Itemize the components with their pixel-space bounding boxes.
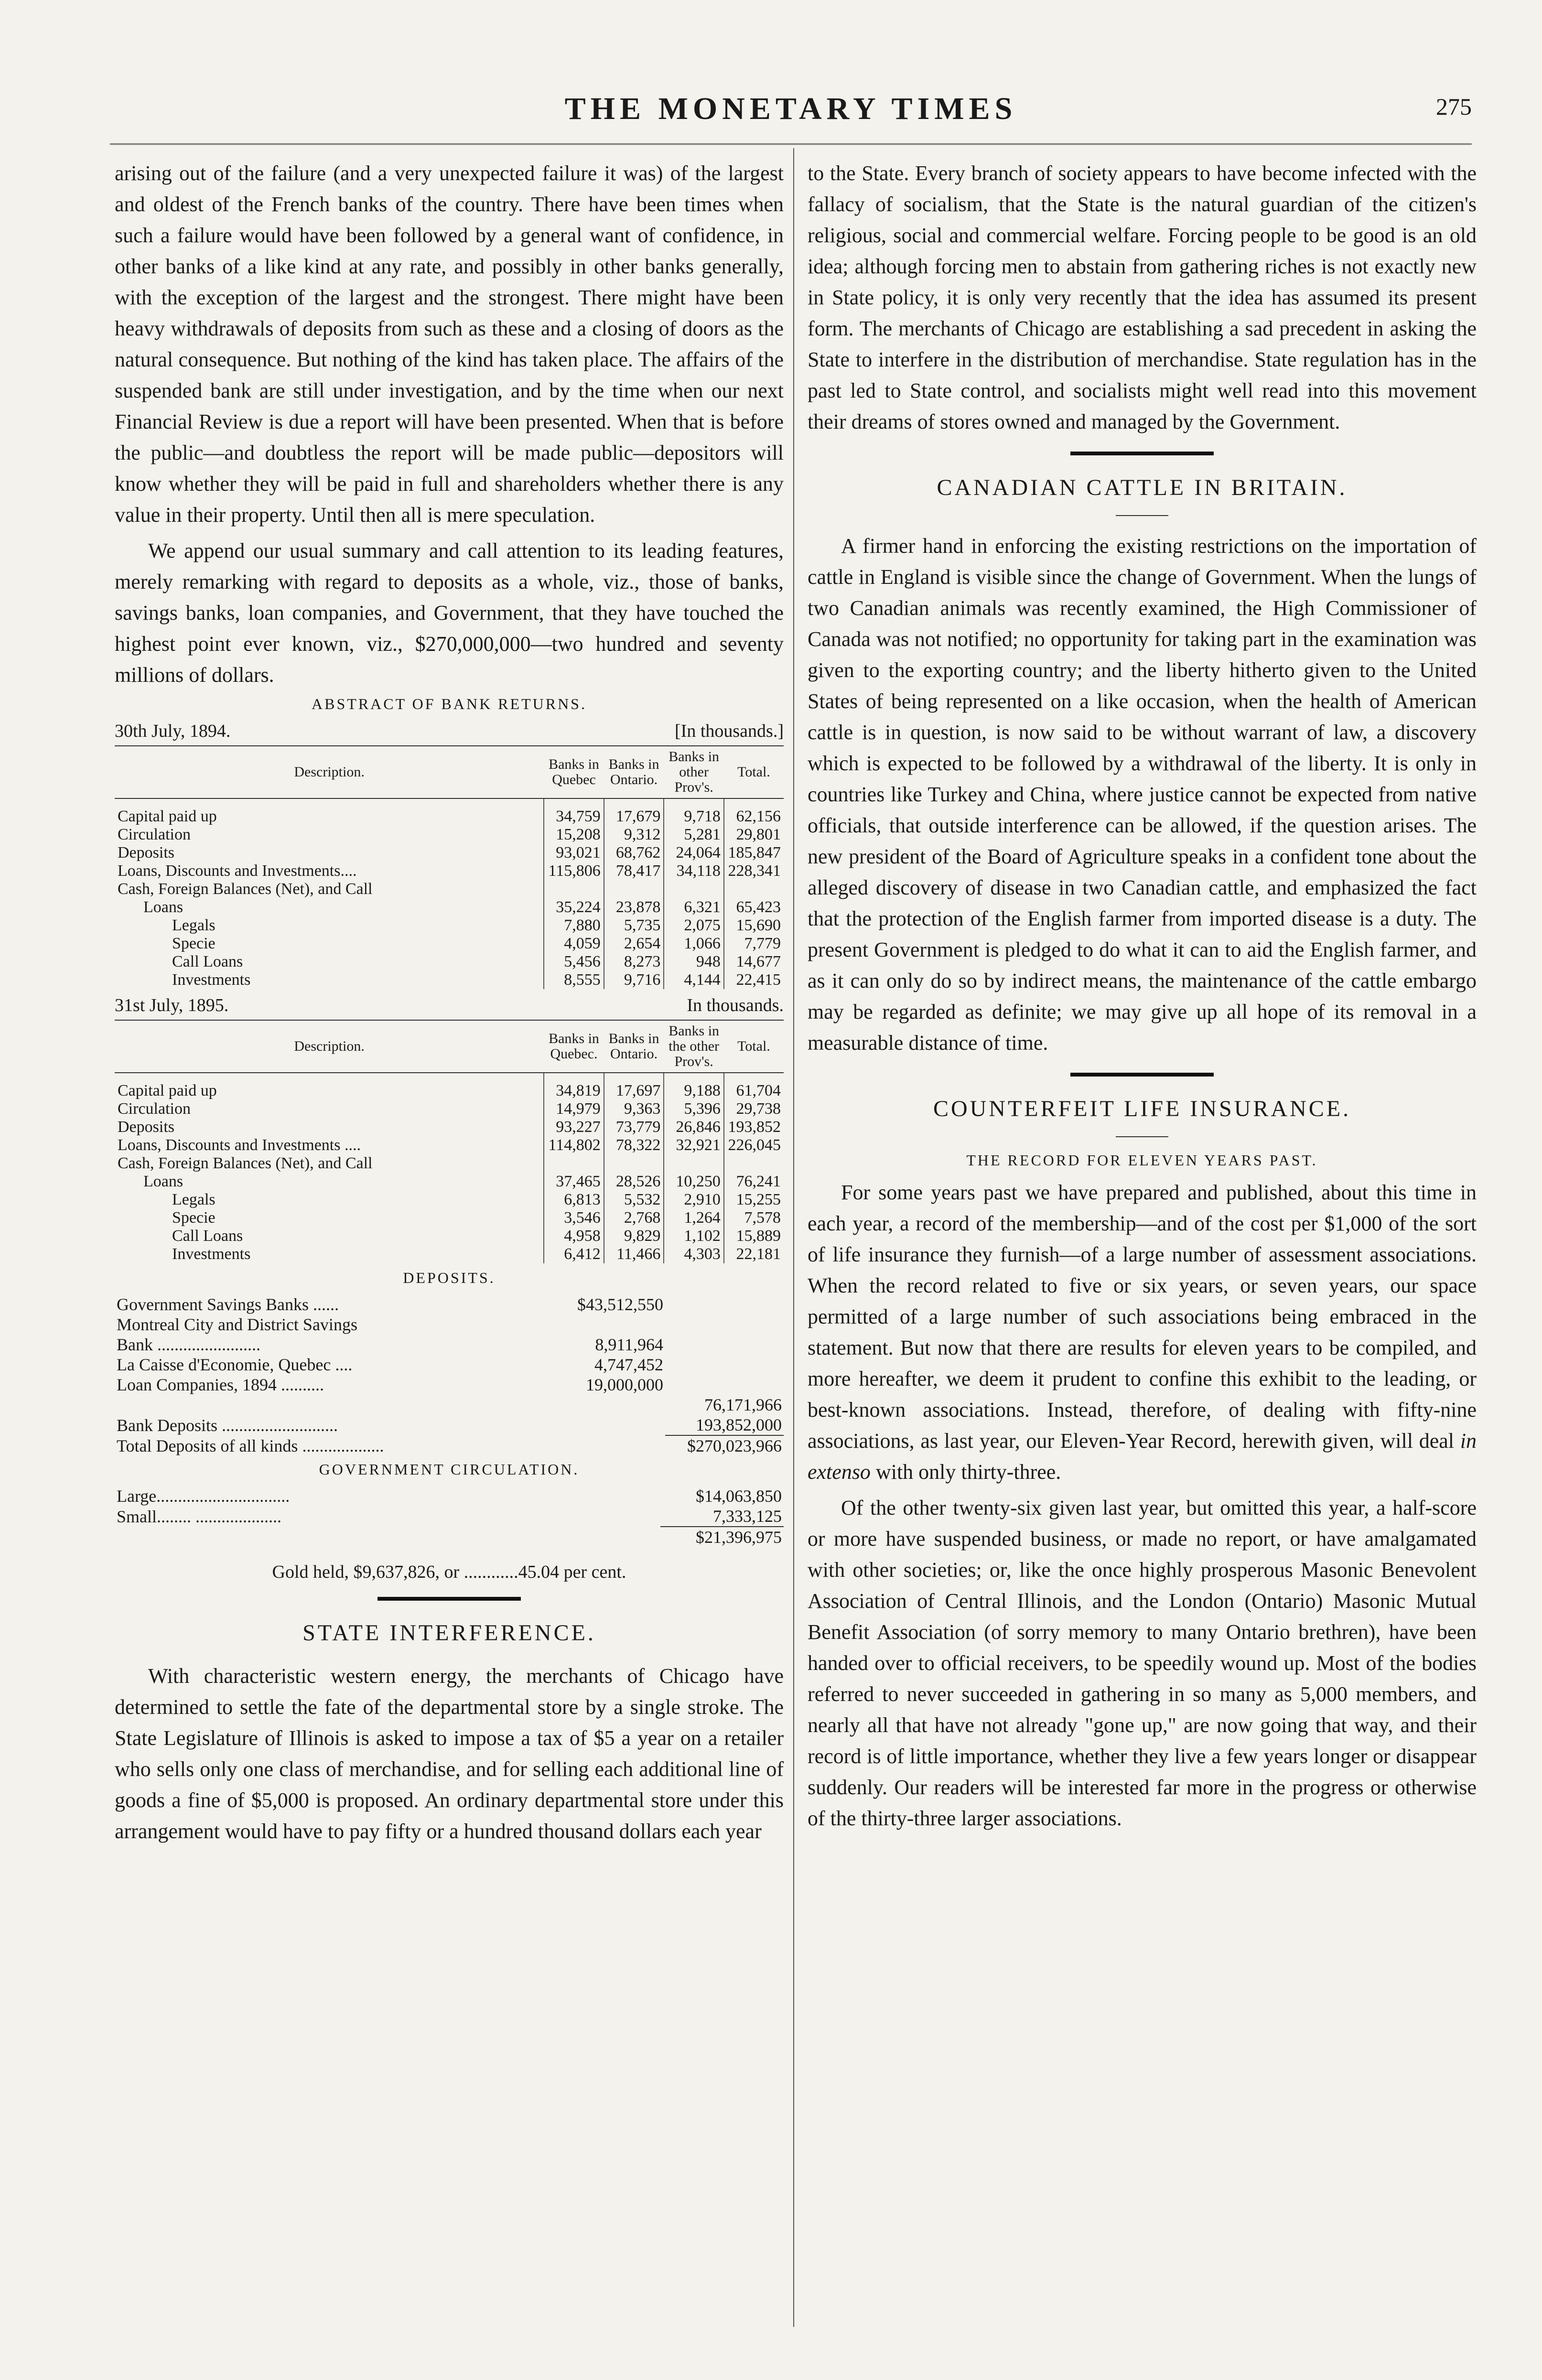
table1-units: [In thousands.] xyxy=(675,721,784,741)
cell-value: 15,690 xyxy=(724,916,784,935)
amount xyxy=(542,1415,665,1435)
row-label: Legals xyxy=(172,1191,216,1208)
cell-value xyxy=(664,880,724,898)
amount xyxy=(665,1335,784,1355)
amount: $21,396,975 xyxy=(660,1527,784,1547)
amount xyxy=(542,1395,665,1415)
cell-value: 65,423 xyxy=(724,898,784,916)
amount xyxy=(665,1314,784,1335)
cell-value: 17,679 xyxy=(604,798,664,826)
row-label: La Caisse d'Economie, Quebec .... xyxy=(117,1355,353,1374)
cell-value: 226,045 xyxy=(724,1136,784,1154)
cell-value: 32,921 xyxy=(664,1136,724,1154)
cell-value: 5,735 xyxy=(604,916,664,935)
append-paragraph: We append our usual summary and call attention to its leading features, merely remarking with regard to deposits as a whole, viz., those of banks, savings banks, loan companies, and Government, that they have touched the highest point ever known, viz., $270,000,000—two hundred and seventy millions of dollars. xyxy=(115,539,784,687)
table-row xyxy=(115,1073,784,1100)
column-header: Banks in Quebec. xyxy=(544,1020,604,1073)
table-row xyxy=(115,862,784,880)
row-label: Montreal City and District Savings xyxy=(117,1315,357,1334)
row-label: Deposits xyxy=(118,1118,174,1136)
cell-value: 7,880 xyxy=(544,916,604,935)
column-header: Banks in Ontario. xyxy=(604,1020,664,1073)
cell-value xyxy=(724,1154,784,1173)
amount: 193,852,000 xyxy=(696,1415,782,1434)
cell-value: 5,281 xyxy=(664,826,724,844)
cell-value: 5,396 xyxy=(664,1100,724,1118)
cell-value: 15,208 xyxy=(544,826,604,844)
cell-value: 5,532 xyxy=(604,1191,664,1209)
amount: 7,333,125 xyxy=(713,1507,782,1526)
list-row xyxy=(115,1335,784,1355)
amount: $270,023,966 xyxy=(665,1435,784,1456)
state-interference-continued: to the State. Every branch of society appears to have become infected with the fallacy of socialism, that the State is the natural guardian of the citizen's religious, social and commercial welfare. Forcing people to be good is an old idea; although forcing men to abstain from gathering riches is not exactly new in State policy, it is only very recently that the idea has assumed its present form. The merchants of Chicago are establishing a sad precedent in asking the State to interfere in the distribution of merchandise. State regulation has in the past led to State control, and socialists might well read into this movement their dreams of stores owned and managed by the Government. xyxy=(808,162,1477,433)
row-label: Investments xyxy=(172,1245,251,1263)
cell-value: 7,779 xyxy=(724,935,784,953)
cell-value: 6,813 xyxy=(544,1191,604,1209)
cell-value xyxy=(604,1154,664,1173)
table-row xyxy=(115,1173,784,1191)
row-label: Total Deposits of all kinds ................... xyxy=(117,1436,384,1455)
row-label: Government Savings Banks ...... xyxy=(117,1295,339,1314)
cell-value xyxy=(724,880,784,898)
amount xyxy=(665,1294,784,1314)
insurance-p1-text-a: For some years past we have prepared and published, about this time in each year, a record of the membership—and of the cost per $1,000 of the sort of life insurance they furnish—of a large number of assessment associations. When the record related to five or six years, or seven years, our space permitted of a large number of such associations being embraced in the statement. But now that there are results for eleven years to be compiled, and more hereafter, we deem it prudent to confine this exhibit to the leading, or best-known associations. Instead, therefore, of dealing with fifty-nine associations, as last year, our Eleven-Year Record, herewith given, will deal xyxy=(808,1181,1477,1453)
table1-date: 30th July, 1894. xyxy=(115,721,231,741)
table-row xyxy=(115,1227,784,1245)
cell-value: 4,958 xyxy=(544,1227,604,1245)
cell-value: 22,415 xyxy=(724,971,784,989)
list-row xyxy=(115,1314,784,1335)
row-label: Call Loans xyxy=(172,953,243,970)
cell-value: 9,716 xyxy=(604,971,664,989)
cell-value: 76,241 xyxy=(724,1173,784,1191)
cell-value: 35,224 xyxy=(544,898,604,916)
list-row xyxy=(115,1527,784,1547)
column-header: Banks in Quebec xyxy=(544,746,604,798)
cell-value: 22,181 xyxy=(724,1245,784,1263)
cell-value: 7,578 xyxy=(724,1209,784,1227)
table-row xyxy=(115,798,784,826)
state-interference-paragraph: With characteristic western energy, the merchants of Chicago have determined to settle the fate of the departmental store by a single stroke. The State Legislature of Illinois is asked to impose a tax of $5 a year on a retailer who sells only one class of merchandise, and for selling each additional line of goods a fine of $5,000 is proposed. An ordinary departmental store under this arrangement would have to pay fifty or a hundred thousand dollars each year xyxy=(115,1664,784,1843)
insurance-p1-text-b: with only thirty-three. xyxy=(870,1460,1061,1484)
cell-value: 78,417 xyxy=(604,862,664,880)
cell-value: 3,546 xyxy=(544,1209,604,1227)
cell-value: 17,697 xyxy=(604,1073,664,1100)
cell-value: 34,819 xyxy=(544,1073,604,1100)
amount xyxy=(665,1375,784,1395)
column-header: Total. xyxy=(724,746,784,798)
row-label: Loans xyxy=(143,1173,183,1190)
list-row xyxy=(115,1415,784,1435)
column-header: Description. xyxy=(115,746,544,798)
column-header: Banks in the other Prov's. xyxy=(664,1020,724,1073)
bank-returns-1894-table xyxy=(115,745,784,989)
row-label: Legals xyxy=(172,916,216,934)
row-label: Bank ........................ xyxy=(117,1335,260,1354)
intro-paragraph: arising out of the failure (and a very unexpected failure it was) of the largest and oldest of the French banks of the country. There have been times when such a failure would have been followed by a general want of confidence, in other banks of a like kind at any rate, and possibly in other banks generally, with the exception of the largest and the strongest. There might have been heavy withdrawals of deposits from such as these and a closing of doors as the natural consequence. But nothing of the kind has taken place. The affairs of the suspended bank are still under investigation, and by the time when our next Financial Review is due a report will have been presented. When that is before the public—and doubtless the report will be made public—depositors will know whether they will be paid in full and shareholders whether there is any value in their property. Until then all is mere speculation. xyxy=(115,162,784,527)
cell-value: 6,412 xyxy=(544,1245,604,1263)
table2-dateline xyxy=(115,995,784,1016)
row-label xyxy=(115,1395,542,1415)
row-label: Call Loans xyxy=(172,1227,243,1245)
counterfeit-insurance-heading: COUNTERFEIT LIFE INSURANCE. xyxy=(933,1096,1351,1121)
canadian-cattle-paragraph: A firmer hand in enforcing the existing restrictions on the importation of cattle in England is visible since the change of Government. When the lungs of two Canadian animals was recently examined, the High Commissioner of Canada was not notified; no opportunity for taking part in the examination was given to the exporting country; and the liberty hitherto given to the United States of being represented on a like occasion, when the health of American cattle is in question, is now said to be without warrant of law, a discovery which is expected to be followed by a withdrawal of the liberty. It is only in countries like Turkey and China, where justice cannot be expected from native officials, that outside interference can be allowed, if the question arises. The new president of the Board of Agriculture speaks in a confident tone about the alleged discovery of disease in two Canadian cattle, and emphasized the fact that the protection of the English farmer from imported disease is a duty. The present Government is pledged to do what it can to aid the English farmer, and as it can only do so by indirect means, the maintenance of the cattle embargo may be regarded as definite; we may give up all hope of its removal in a measurable distance of time. xyxy=(808,534,1477,1055)
list-row xyxy=(115,1395,784,1415)
table-row xyxy=(115,1209,784,1227)
cell-value: 4,303 xyxy=(664,1245,724,1263)
amount: $14,063,850 xyxy=(696,1486,782,1506)
cell-value: 8,273 xyxy=(604,953,664,971)
amount: 19,000,000 xyxy=(586,1375,663,1394)
amount: 4,747,452 xyxy=(594,1355,663,1374)
cell-value: 37,465 xyxy=(544,1173,604,1191)
cell-value: 9,188 xyxy=(664,1073,724,1100)
insurance-paragraph-2: Of the other twenty-six given last year, but omitted this year, a half-score or more have suspended business, or made no report, or have amalgamated with other societies; or, like the once highly prosperous Masonic Benevolent Association of Central Illinois, and the London (Ontario) Masonic Mutual Benefit Association (of sorry memory to many Ontario brethren), have been handed over to official receivers, to be speedily wound up. Most of the bodies referred to never succeeded in gathering in so many as 5,000 members, and nearly all that have not already "gone up," are now going that way, and their record is of little importance, whether they live a few years longer or disappear suddenly. Our readers will be interested far more in the progress or otherwise of the thirty-three larger associations. xyxy=(808,1496,1477,1830)
cell-value: 78,322 xyxy=(604,1136,664,1154)
cell-value: 10,250 xyxy=(664,1173,724,1191)
column-header: Description. xyxy=(115,1020,544,1073)
row-label: Capital paid up xyxy=(118,808,217,825)
section-rule xyxy=(377,1597,521,1601)
cell-value: 115,806 xyxy=(544,862,604,880)
cell-value: 24,064 xyxy=(664,844,724,862)
cell-value: 228,341 xyxy=(724,862,784,880)
page-number: 275 xyxy=(1436,93,1472,120)
cell-value: 2,910 xyxy=(664,1191,724,1209)
amount: 8,911,964 xyxy=(595,1335,663,1354)
cell-value: 34,118 xyxy=(664,862,724,880)
cell-value: 4,144 xyxy=(664,971,724,989)
state-interference-heading: STATE INTERFERENCE. xyxy=(302,1620,596,1646)
column-header: Banks in other Prov's. xyxy=(664,746,724,798)
cell-value: 185,847 xyxy=(724,844,784,862)
cell-value xyxy=(604,880,664,898)
canadian-cattle-heading: CANADIAN CATTLE IN BRITAIN. xyxy=(937,475,1348,500)
table-row xyxy=(115,844,784,862)
cell-value: 11,466 xyxy=(604,1245,664,1263)
cell-value: 1,102 xyxy=(664,1227,724,1245)
row-label: Large............................... xyxy=(117,1486,290,1506)
row-label: Loans, Discounts and Investments .... xyxy=(118,1136,361,1154)
circulation-title: GOVERNMENT CIRCULATION. xyxy=(319,1461,580,1478)
cell-value: 948 xyxy=(664,953,724,971)
cell-value: 61,704 xyxy=(724,1073,784,1100)
cell-value: 34,759 xyxy=(544,798,604,826)
cell-value xyxy=(544,1154,604,1173)
list-row xyxy=(115,1435,784,1456)
page-header xyxy=(110,91,1472,134)
cell-value: 1,066 xyxy=(664,935,724,953)
deposits-title: DEPOSITS. xyxy=(403,1269,496,1286)
list-row xyxy=(115,1375,784,1395)
cell-value: 93,021 xyxy=(544,844,604,862)
insurance-subheading: THE RECORD FOR ELEVEN YEARS PAST. xyxy=(966,1152,1318,1169)
row-label: Cash, Foreign Balances (Net), and Call xyxy=(118,880,373,898)
abstract-title: ABSTRACT OF BANK RETURNS. xyxy=(312,695,587,712)
table-row xyxy=(115,935,784,953)
short-rule xyxy=(1116,515,1168,516)
cell-value: 28,526 xyxy=(604,1173,664,1191)
table-row xyxy=(115,1100,784,1118)
row-label: Investments xyxy=(172,971,251,989)
table-row xyxy=(115,1136,784,1154)
amount xyxy=(542,1314,665,1335)
row-label: Loans xyxy=(143,898,183,916)
cell-value: 8,555 xyxy=(544,971,604,989)
cell-value: 1,264 xyxy=(664,1209,724,1227)
table2-date: 31st July, 1895. xyxy=(115,995,229,1015)
cell-value: 9,829 xyxy=(604,1227,664,1245)
cell-value xyxy=(664,1154,724,1173)
column-header: Total. xyxy=(724,1020,784,1073)
table-row xyxy=(115,971,784,989)
row-label: Specie xyxy=(172,935,216,952)
list-row xyxy=(115,1355,784,1375)
cell-value: 14,677 xyxy=(724,953,784,971)
short-rule xyxy=(1116,1136,1168,1137)
cell-value: 14,979 xyxy=(544,1100,604,1118)
amount xyxy=(542,1435,665,1456)
cell-value: 114,802 xyxy=(544,1136,604,1154)
cell-value: 2,654 xyxy=(604,935,664,953)
table-row xyxy=(115,880,784,898)
cell-value: 29,801 xyxy=(724,826,784,844)
header-rule xyxy=(110,143,1472,145)
row-label: Loans, Discounts and Investments.... xyxy=(118,862,357,880)
masthead: THE MONETARY TIMES xyxy=(564,91,1017,126)
table-row xyxy=(115,898,784,916)
row-label: Loan Companies, 1894 .......... xyxy=(117,1375,324,1394)
column-rule xyxy=(793,148,794,2327)
insurance-p1-emphasis: in extenso xyxy=(808,1429,1477,1484)
row-label xyxy=(115,1527,660,1547)
cell-value: 26,846 xyxy=(664,1118,724,1136)
deposits-table xyxy=(115,1294,784,1456)
gold-held-line: Gold held, $9,637,826, or ............45.04 per cent. xyxy=(272,1562,626,1582)
circulation-table xyxy=(115,1486,784,1547)
row-label: Specie xyxy=(172,1209,216,1227)
row-label: Bank Deposits ........................... xyxy=(117,1415,338,1435)
cell-value: 9,312 xyxy=(604,826,664,844)
cell-value: 23,878 xyxy=(604,898,664,916)
cell-value: 9,718 xyxy=(664,798,724,826)
table-row xyxy=(115,1191,784,1209)
list-row xyxy=(115,1294,784,1314)
row-label: Small........ .................... xyxy=(117,1507,282,1526)
table2-units: In thousands. xyxy=(687,995,784,1015)
cell-value: 15,889 xyxy=(724,1227,784,1245)
cell-value: 5,456 xyxy=(544,953,604,971)
section-rule xyxy=(1070,1073,1214,1077)
amount xyxy=(665,1355,784,1375)
cell-value: 2,768 xyxy=(604,1209,664,1227)
right-column xyxy=(808,158,1477,1839)
cell-value xyxy=(544,880,604,898)
cell-value: 62,156 xyxy=(724,798,784,826)
row-label: Deposits xyxy=(118,844,174,862)
table-row xyxy=(115,1245,784,1263)
list-row xyxy=(115,1486,784,1506)
section-rule xyxy=(1070,452,1214,455)
row-label: Cash, Foreign Balances (Net), and Call xyxy=(118,1154,373,1172)
table-row xyxy=(115,1118,784,1136)
table-row xyxy=(115,826,784,844)
cell-value: 15,255 xyxy=(724,1191,784,1209)
row-label: Circulation xyxy=(118,1100,191,1118)
insurance-paragraph-1 xyxy=(808,1177,1477,1487)
table-row xyxy=(115,953,784,971)
table1-dateline xyxy=(115,721,784,742)
table-row xyxy=(115,1154,784,1173)
cell-value: 4,059 xyxy=(544,935,604,953)
amount: $43,512,550 xyxy=(577,1295,663,1314)
cell-value: 93,227 xyxy=(544,1118,604,1136)
bank-returns-1895-table xyxy=(115,1020,784,1263)
cell-value: 68,762 xyxy=(604,844,664,862)
list-row xyxy=(115,1506,784,1527)
row-label: Capital paid up xyxy=(118,1082,217,1099)
cell-value: 6,321 xyxy=(664,898,724,916)
column-header: Banks in Ontario. xyxy=(604,746,664,798)
cell-value: 73,779 xyxy=(604,1118,664,1136)
amount: 76,171,966 xyxy=(704,1395,782,1414)
table-row xyxy=(115,916,784,935)
row-label: Circulation xyxy=(118,826,191,843)
cell-value: 29,738 xyxy=(724,1100,784,1118)
cell-value: 193,852 xyxy=(724,1118,784,1136)
left-column xyxy=(115,158,784,1852)
cell-value: 9,363 xyxy=(604,1100,664,1118)
cell-value: 2,075 xyxy=(664,916,724,935)
